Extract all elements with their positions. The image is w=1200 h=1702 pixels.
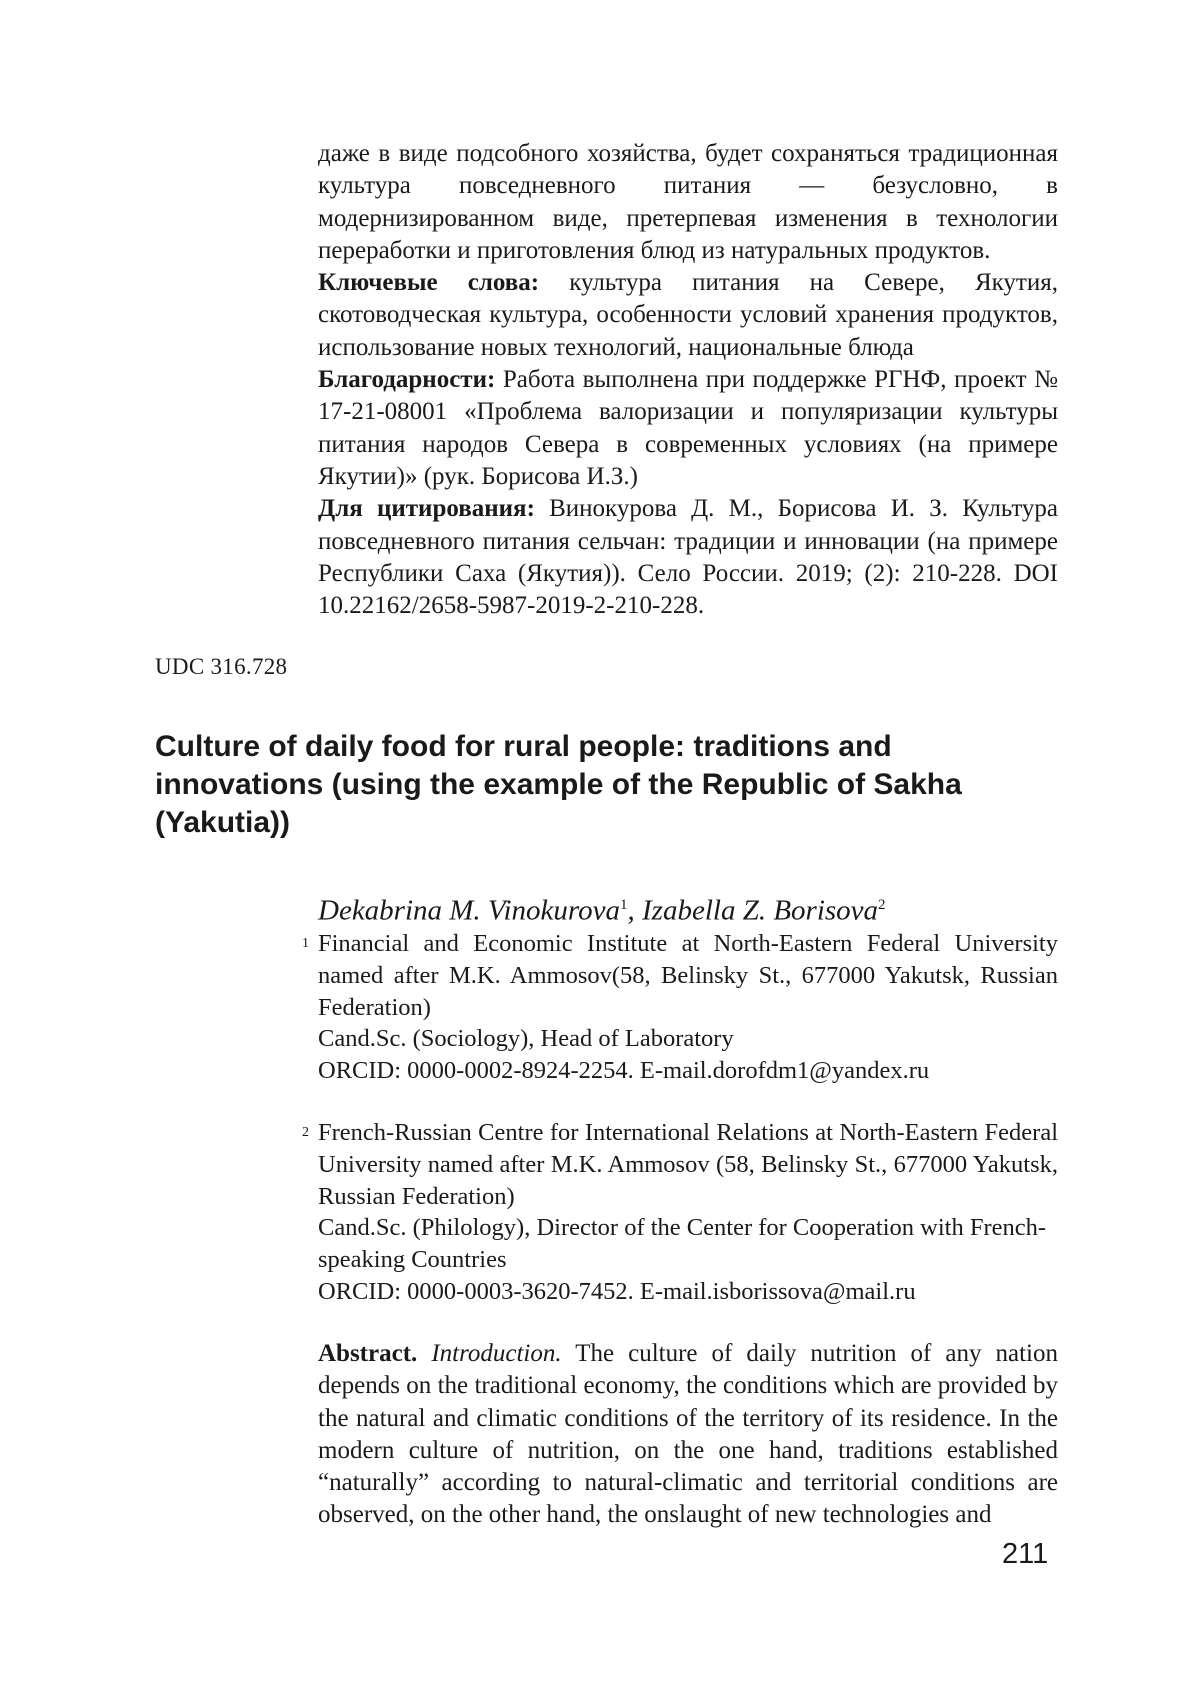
affiliation-position: Cand.Sc. (Philology), Director of the Center for Cooperation with French-speaking Countries bbox=[318, 1214, 1047, 1274]
page-number: 211 bbox=[1002, 1538, 1049, 1570]
author-name: Izabella Z. Borisova bbox=[642, 894, 879, 927]
keywords-label: Ключевые слова: bbox=[318, 269, 540, 297]
author-separator: , bbox=[627, 894, 643, 927]
article-title: Culture of daily food for rural people: traditions and innovations (using the example of the Republic of Sakha (Yakutia)) bbox=[155, 730, 962, 839]
authors-line bbox=[318, 887, 1058, 929]
citation-paragraph bbox=[318, 493, 1058, 622]
affiliation-organization: Financial and Economic Institute at North-Eastern Federal University named after M.K. Ammosov(58, Belinsky St., 677000 Yakutsk, Russian Federation) bbox=[318, 930, 1058, 1021]
acknowledgements-paragraph bbox=[318, 364, 1058, 493]
abstract-intro-label: Introduction. bbox=[431, 1340, 562, 1367]
abstract bbox=[318, 1338, 1058, 1532]
affiliation-1 bbox=[302, 928, 1058, 1087]
affiliation-2 bbox=[302, 1117, 1058, 1308]
udc-code: UDC 316.728 bbox=[155, 654, 288, 679]
keywords-text: культура питания на Севере, Якутия, скотоводческая культура, особенности условий хранения продуктов, использование новых технологий, национальные блюда bbox=[318, 269, 1058, 361]
abstract-text: The culture of daily nutrition of any nation depends on the traditional economy, the conditions which are provided by the natural and climatic conditions of the territory of its residence. In the modern culture of nutrition, on the one hand, traditions established “naturally” according to natural-climatic and territorial conditions are observed, on the other hand, the onslaught of new technologies and bbox=[318, 1340, 1058, 1529]
summary-continuation: даже в виде подсобного хозяйства, будет сохраняться традиционная культура повседневного питания — безусловно, в модернизированном виде, претерпевая изменения в технологии переработки и приготовления блюд из натуральных продуктов. bbox=[318, 140, 1058, 264]
affiliation-contact: ORCID: 0000-0003-3620-7452. E-mail.isborissova@mail.ru bbox=[318, 1277, 916, 1305]
citation-label: Для цитирования: bbox=[318, 495, 535, 523]
affiliation-contact: ORCID: 0000-0002-8924-2254. E-mail.dorofdm1@yandex.ru bbox=[318, 1057, 930, 1085]
abstract-label: Abstract. bbox=[318, 1340, 418, 1367]
author-affiliation-marker: 2 bbox=[878, 897, 886, 913]
citation-text: Винокурова Д. М., Борисова И. З. Культура повседневного питания сельчан: традиции и инновации (на примере Республики Саха (Якутия)). Село России. 2019; (2): 210-228. DOI 10.22162/2658-5987-2019-2-210-228. bbox=[318, 495, 1059, 620]
author-affiliation-marker: 1 bbox=[620, 897, 628, 913]
abstract-paragraph bbox=[318, 1338, 1058, 1532]
affiliation-number: 2 bbox=[302, 1125, 309, 1140]
acknowledgements-text: Работа выполнена при поддержке РГНФ, проект № 17-21-08001 «Проблема валоризации и популяризации культуры питания народов Севера в современных условиях (на примере Якутии)» (рук. Борисова И.З.) bbox=[318, 366, 1058, 490]
affiliation-number: 1 bbox=[302, 936, 309, 951]
affiliation-organization: French-Russian Centre for International Relations at North-Eastern Federal University named after M.K. Ammosov (58, Belinsky St., 677000 Yakutsk, Russian Federation) bbox=[318, 1119, 1058, 1210]
russian-summary bbox=[318, 138, 1058, 622]
affiliation-position: Cand.Sc. (Sociology), Head of Laboratory bbox=[318, 1025, 734, 1053]
keywords-paragraph bbox=[318, 267, 1058, 364]
author-name: Dekabrina M. Vinokurova bbox=[318, 894, 621, 927]
acknowledgements-label: Благодарности: bbox=[318, 366, 496, 394]
